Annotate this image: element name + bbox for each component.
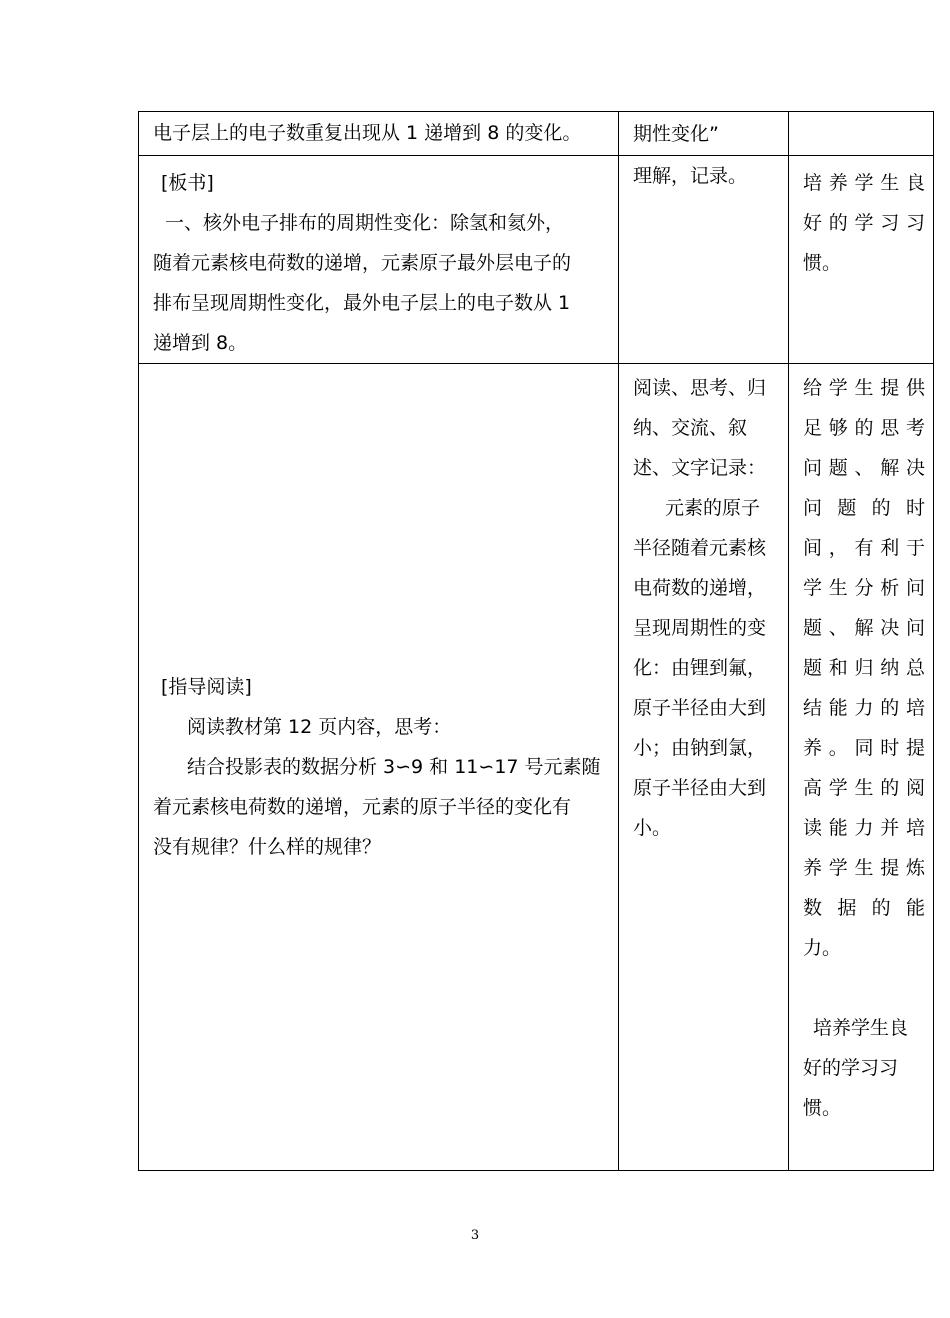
design-purpose-cell bbox=[789, 112, 934, 156]
teacher-line: 随着元素核电荷数的递增，元素原子最外层电子的 bbox=[153, 252, 572, 274]
purpose-line: 读能力并培 bbox=[803, 817, 925, 839]
teacher-line: 着元素核电荷数的递增，元素的原子半径的变化有 bbox=[153, 796, 572, 818]
student-line: 期性变化” bbox=[633, 123, 719, 145]
purpose-line: 好的学习习 bbox=[803, 212, 925, 234]
student-line: 元素的原子 bbox=[665, 497, 761, 519]
purpose-line: 问题、解决 bbox=[803, 457, 925, 479]
table-row bbox=[139, 112, 934, 156]
teacher-line: 一、核外电子排布的周期性变化：除氢和氦外， bbox=[165, 212, 565, 234]
purpose-line: 养。同时提 bbox=[803, 737, 925, 759]
student-line: 纳、交流、叙 bbox=[633, 417, 748, 439]
design-purpose-cell bbox=[789, 364, 934, 1171]
purpose-line: 间，有利于 bbox=[803, 537, 925, 559]
table-row bbox=[139, 364, 934, 1171]
purpose-line: 数 据 的 能 bbox=[803, 897, 925, 919]
page-number: 3 bbox=[470, 1228, 480, 1243]
student-line: 阅读、思考、归 bbox=[633, 377, 767, 399]
student-line: 呈现周期性的变 bbox=[633, 617, 767, 639]
purpose-line: 足够的思考 bbox=[803, 417, 925, 439]
purpose-line: 问 题 的 时 bbox=[803, 497, 925, 519]
purpose-line: 培养学生良 bbox=[803, 172, 925, 194]
teacher-line: 结合投影表的数据分析 3∽9 和 11∽17 号元素随 bbox=[187, 756, 601, 778]
design-purpose-cell bbox=[789, 156, 934, 364]
lesson-plan-table bbox=[138, 111, 934, 1171]
purpose-line: 好的学习习 bbox=[803, 1057, 899, 1079]
teacher-activity-cell bbox=[139, 156, 619, 364]
purpose-line: 题、解决问 bbox=[803, 617, 925, 639]
purpose-line: 惯。 bbox=[803, 1097, 842, 1119]
student-line: 化：由锂到氟， bbox=[633, 657, 767, 679]
blank-line bbox=[803, 968, 925, 1008]
purpose-line: 学生分析问 bbox=[803, 577, 925, 599]
teacher-line: 递增到 8。 bbox=[153, 332, 248, 354]
board-writing-heading: [板书] bbox=[161, 172, 214, 194]
student-line: 理解，记录。 bbox=[633, 165, 748, 187]
teacher-line: 阅读教材第 12 页内容，思考： bbox=[187, 716, 452, 738]
purpose-line: 结能力的培 bbox=[803, 697, 925, 719]
student-activity-cell bbox=[619, 364, 789, 1171]
purpose-line: 力。 bbox=[803, 937, 842, 959]
teacher-line: 排布呈现周期性变化，最外电子层上的电子数从 1 bbox=[153, 292, 571, 314]
student-line: 小；由钠到氯， bbox=[633, 737, 767, 759]
student-line: 述、文字记录： bbox=[633, 457, 767, 479]
purpose-line: 培养学生良 bbox=[813, 1017, 909, 1039]
student-activity-cell bbox=[619, 156, 789, 364]
purpose-line: 惯。 bbox=[803, 252, 842, 274]
student-line: 原子半径由大到 bbox=[633, 697, 767, 719]
teacher-line: 电子层上的电子数重复出现从 1 递增到 8 的变化。 bbox=[153, 122, 582, 144]
teacher-line: 没有规律？什么样的规律？ bbox=[153, 836, 382, 858]
guided-reading-heading: [指导阅读] bbox=[161, 676, 252, 698]
student-line: 半径随着元素核 bbox=[633, 537, 767, 559]
teacher-activity-cell bbox=[139, 364, 619, 1171]
student-line: 原子半径由大到 bbox=[633, 777, 767, 799]
purpose-line: 题和归纳总 bbox=[803, 657, 925, 679]
student-line: 电荷数的递增， bbox=[633, 577, 767, 599]
teacher-activity-cell bbox=[139, 112, 619, 156]
student-activity-cell bbox=[619, 112, 789, 156]
table-row bbox=[139, 156, 934, 364]
purpose-line: 给学生提供 bbox=[803, 377, 925, 399]
purpose-line: 高学生的阅 bbox=[803, 777, 925, 799]
purpose-line: 养学生提炼 bbox=[803, 857, 925, 879]
student-line: 小。 bbox=[633, 817, 672, 839]
